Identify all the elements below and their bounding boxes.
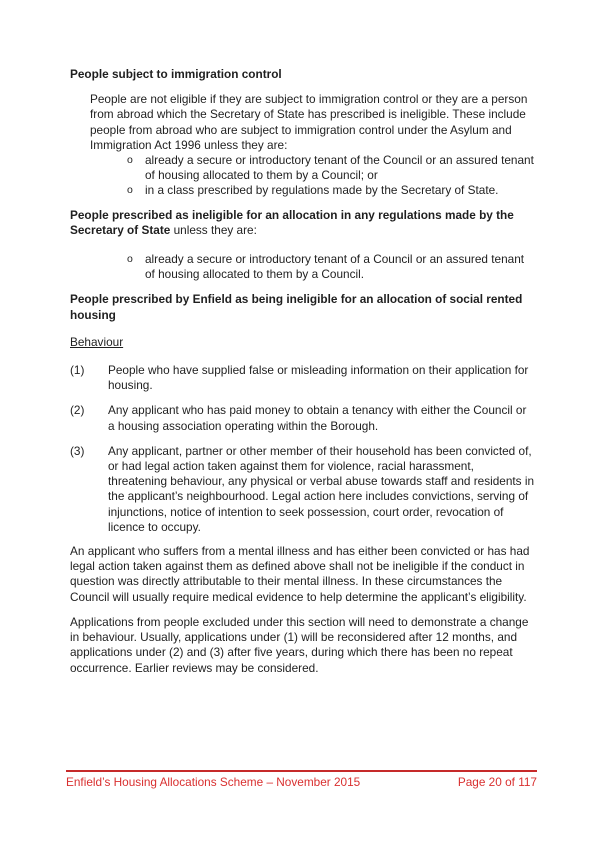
numbered-item-text: Any applicant who has paid money to obtain a tenancy with either the Council or a housing association operating within the Borough. (108, 403, 527, 433)
document-content (70, 67, 536, 676)
bullet-marker: o (127, 253, 133, 266)
numbered-item (70, 403, 536, 433)
page-footer (66, 770, 537, 790)
section-heading-immigration-control: People subject to immigration control (70, 67, 282, 81)
bullet-item (70, 183, 536, 198)
immigration-bullet-list (70, 153, 536, 199)
bullet-item-text: already a secure or introductory tenant of a Council or an assured tenant of housing allocated to them by a Council. (145, 252, 525, 282)
section-heading-regular-text: unless they are: (170, 222, 257, 237)
numbered-item-text: Any applicant, partner or other member of their household has been convicted of, or had legal action taken against them for violence, racial harassment, threatening behaviour, any physical or verbal abuse towards staff and residents in the applicant’s neighbourhood. Legal action here includes convictions, serving of injunctions, notice of intention to seek possession, court order, revocation of licence to occupy. (108, 443, 535, 534)
excluded-applications-paragraph: Applications from people excluded under this section will need to demonstrate a change in behaviour. Usually, applications under (1) will be reconsidered after 12 months, and applications under (2) and (3) after five years, during which there has been no repeat occurrence. Earlier reviews may be considered. (70, 614, 529, 675)
section-heading-bold-text: People prescribed as ineligible for an allocation in any regulations made by the Secretary of State (70, 207, 514, 237)
bullet-item-text: in a class prescribed by regulations made by the Secretary of State. (145, 183, 499, 198)
numbered-item-label: (1) (70, 363, 85, 378)
numbered-item (70, 444, 536, 535)
mental-illness-paragraph: An applicant who suffers from a mental illness and has either been convicted or has had legal action taken against them as defined above shall not be ineligible if the conduct in question was directly attributable to their mental illness. In these circumstances the Council will usually require medical evidence to help determine the applicant’s eligibility. (70, 544, 530, 604)
bullet-marker: o (127, 154, 133, 167)
numbered-item-label: (3) (70, 443, 85, 458)
immigration-control-paragraph: People are not eligible if they are subject to immigration control or they are a person from abroad which the Secretary of State has prescribed is ineligible. These include people from abroad who are subject to immigration control under the Asylum and Immigration Act 1996 unless they are: (90, 92, 528, 152)
bullet-item (70, 252, 536, 282)
footer-page-number: Page 20 of 117 (457, 775, 537, 789)
numbered-item-text: People who have supplied false or misleading information on their application for housing. (108, 363, 529, 393)
numbered-item (70, 363, 536, 393)
bullet-item (70, 153, 536, 183)
footer-document-title: Enfield’s Housing Allocations Scheme – November 2015 (66, 775, 361, 789)
bullet-item-text: already a secure or introductory tenant of the Council or an assured tenant of housing allocated to them by a Council; or (145, 153, 534, 183)
secretary-of-state-bullet-list (70, 252, 536, 282)
behaviour-subheading: Behaviour (70, 334, 124, 349)
bullet-marker: o (127, 184, 133, 197)
section-heading-secretary-of-state (70, 208, 536, 238)
section-heading-enfield-ineligible: People prescribed by Enfield as being ineligible for an allocation of social rented housing (70, 292, 523, 322)
numbered-item-label: (2) (70, 403, 85, 418)
